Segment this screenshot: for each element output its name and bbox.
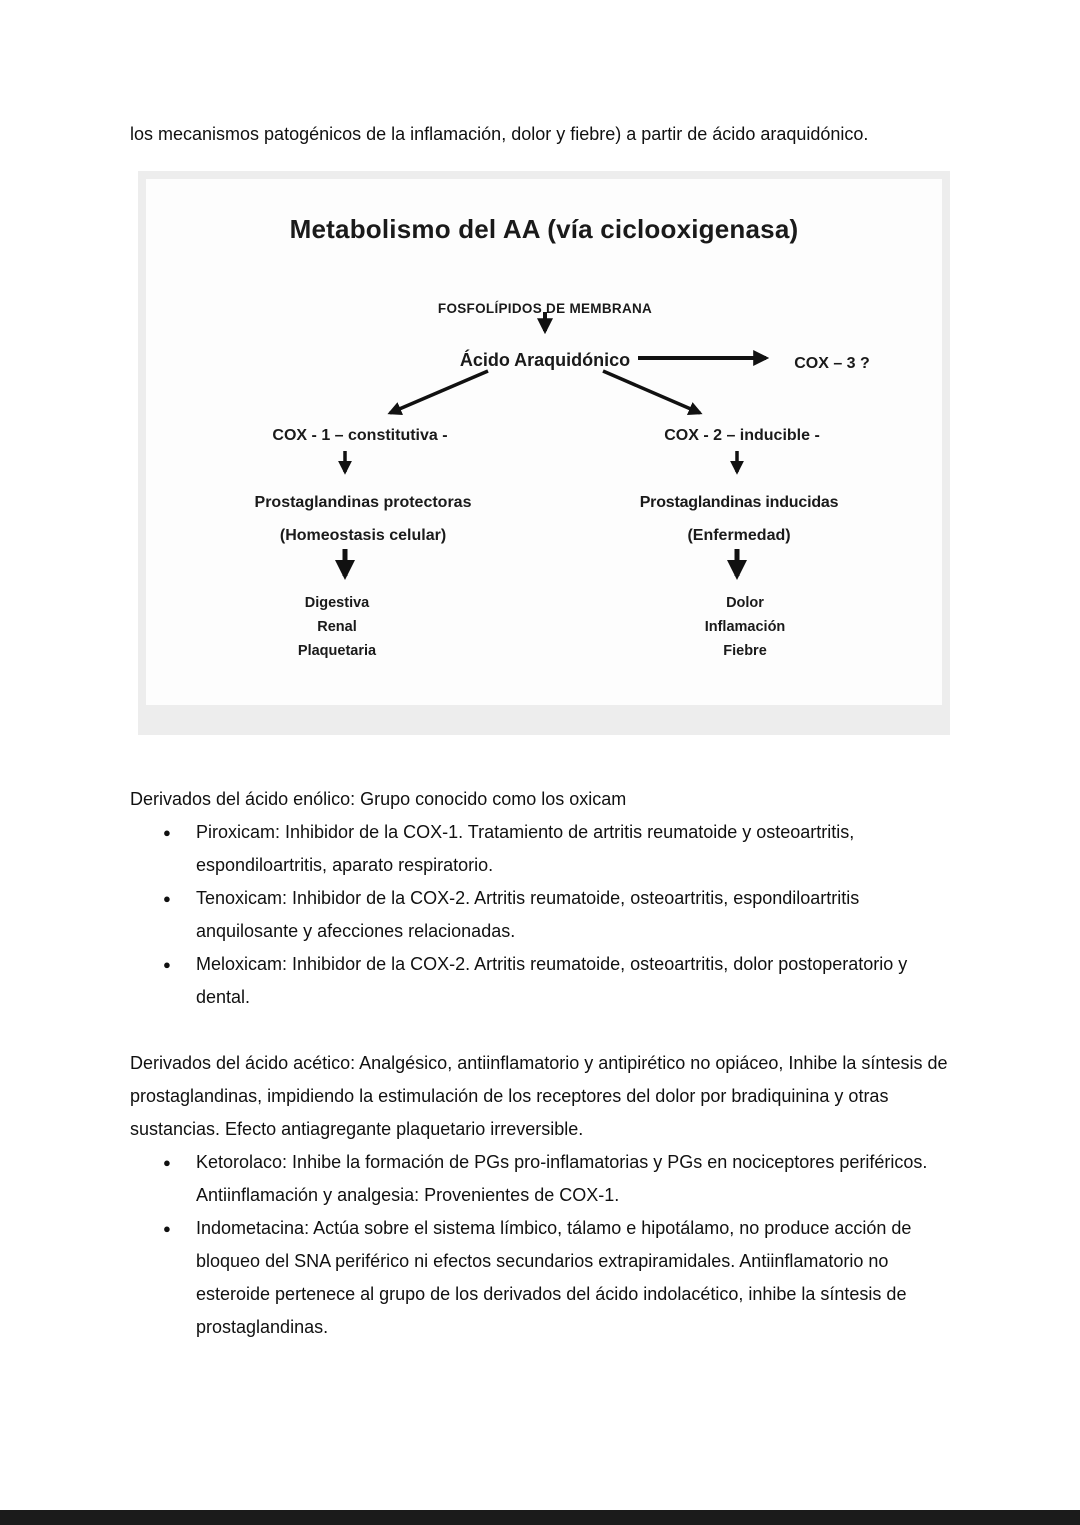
outcome-item: Renal xyxy=(317,619,357,635)
outcome-item: Fiebre xyxy=(723,643,767,659)
cox2-outcomes xyxy=(705,591,786,663)
bullet-list xyxy=(130,816,950,1014)
list-item xyxy=(130,1146,950,1212)
bullet-text: Tenoxicam: Inhibidor de la COX-2. Artritis reumatoide, osteoartritis, espondiloartritis anquilosante y afecciones relacionadas. xyxy=(196,888,860,941)
induced-prostaglandins-label: Prostaglandinas inducidas xyxy=(639,494,839,511)
metabolism-diagram xyxy=(138,171,950,735)
membrane-label: FOSFOLÍPIDOS DE MEMBRANA xyxy=(437,301,653,316)
disease-label: (Enfermedad) xyxy=(687,527,791,544)
bullet-text: Piroxicam: Inhibidor de la COX-1. Tratamiento de artritis reumatoide y osteoartritis, espondiloartritis, aparato respiratorio. xyxy=(196,822,855,875)
outcome-item: Digestiva xyxy=(304,595,370,611)
list-item xyxy=(130,948,950,1014)
section-acetico xyxy=(130,1047,950,1344)
outcome-item: Inflamación xyxy=(704,619,786,635)
intro-paragraph: los mecanismos patogénicos de la inflamación, dolor y fiebre) a partir de ácido araquidónico. xyxy=(130,124,869,144)
diagram-title: Metabolismo del AA (vía ciclooxigenasa) xyxy=(289,214,799,244)
section-heading: Derivados del ácido acético: Analgésico, antiinflamatorio y antipirético no opiáceo, Inhibe la síntesis de prostaglandinas, impidiendo la estimulación de los receptores del dolor por bradiquinina y otras sustancias. Efecto antiagregante plaquetario irreversible. xyxy=(130,1053,948,1139)
diagram-canvas xyxy=(146,179,942,705)
section-enolico xyxy=(130,783,950,1014)
cox3-label: COX – 3 ? xyxy=(794,355,870,372)
bullet-list xyxy=(130,1146,950,1344)
outcome-item: Plaquetaria xyxy=(297,643,377,659)
list-item xyxy=(130,882,950,948)
list-item xyxy=(130,816,950,882)
list-item xyxy=(130,1212,950,1344)
outcome-item: Dolor xyxy=(726,595,764,611)
arachidonic-acid-label: Ácido Araquidónico xyxy=(459,350,631,370)
bullet-text: Indometacina: Actúa sobre el sistema límbico, tálamo e hipotálamo, no produce acción de bloqueo del SNA periférico ni efectos secundarios extrapiramidales. Antiinflamatorio no esteroide pertenece al grupo de los derivados del ácido indolacético, inhibe la síntesis de prostaglandinas. xyxy=(196,1218,912,1337)
bottom-bar xyxy=(0,1510,1080,1525)
protective-prostaglandins-label: Prostaglandinas protectoras xyxy=(254,494,472,511)
bullet-text: Meloxicam: Inhibidor de la COX-2. Artritis reumatoide, osteoartritis, dolor postoperatorio y dental. xyxy=(196,954,908,1007)
cox1-label: COX - 1 – constitutiva - xyxy=(272,427,448,444)
homeostasis-label: (Homeostasis celular) xyxy=(279,527,447,544)
cox2-label: COX - 2 – inducible - xyxy=(664,427,820,444)
cox1-outcomes xyxy=(298,591,376,663)
section-heading: Derivados del ácido enólico: Grupo conocido como los oxicam xyxy=(130,789,627,809)
bullet-text: Ketorolaco: Inhibe la formación de PGs pro-inflamatorias y PGs en nociceptores periféricos. Antiinflamación y analgesia: Provenientes de COX-1. xyxy=(196,1152,928,1205)
